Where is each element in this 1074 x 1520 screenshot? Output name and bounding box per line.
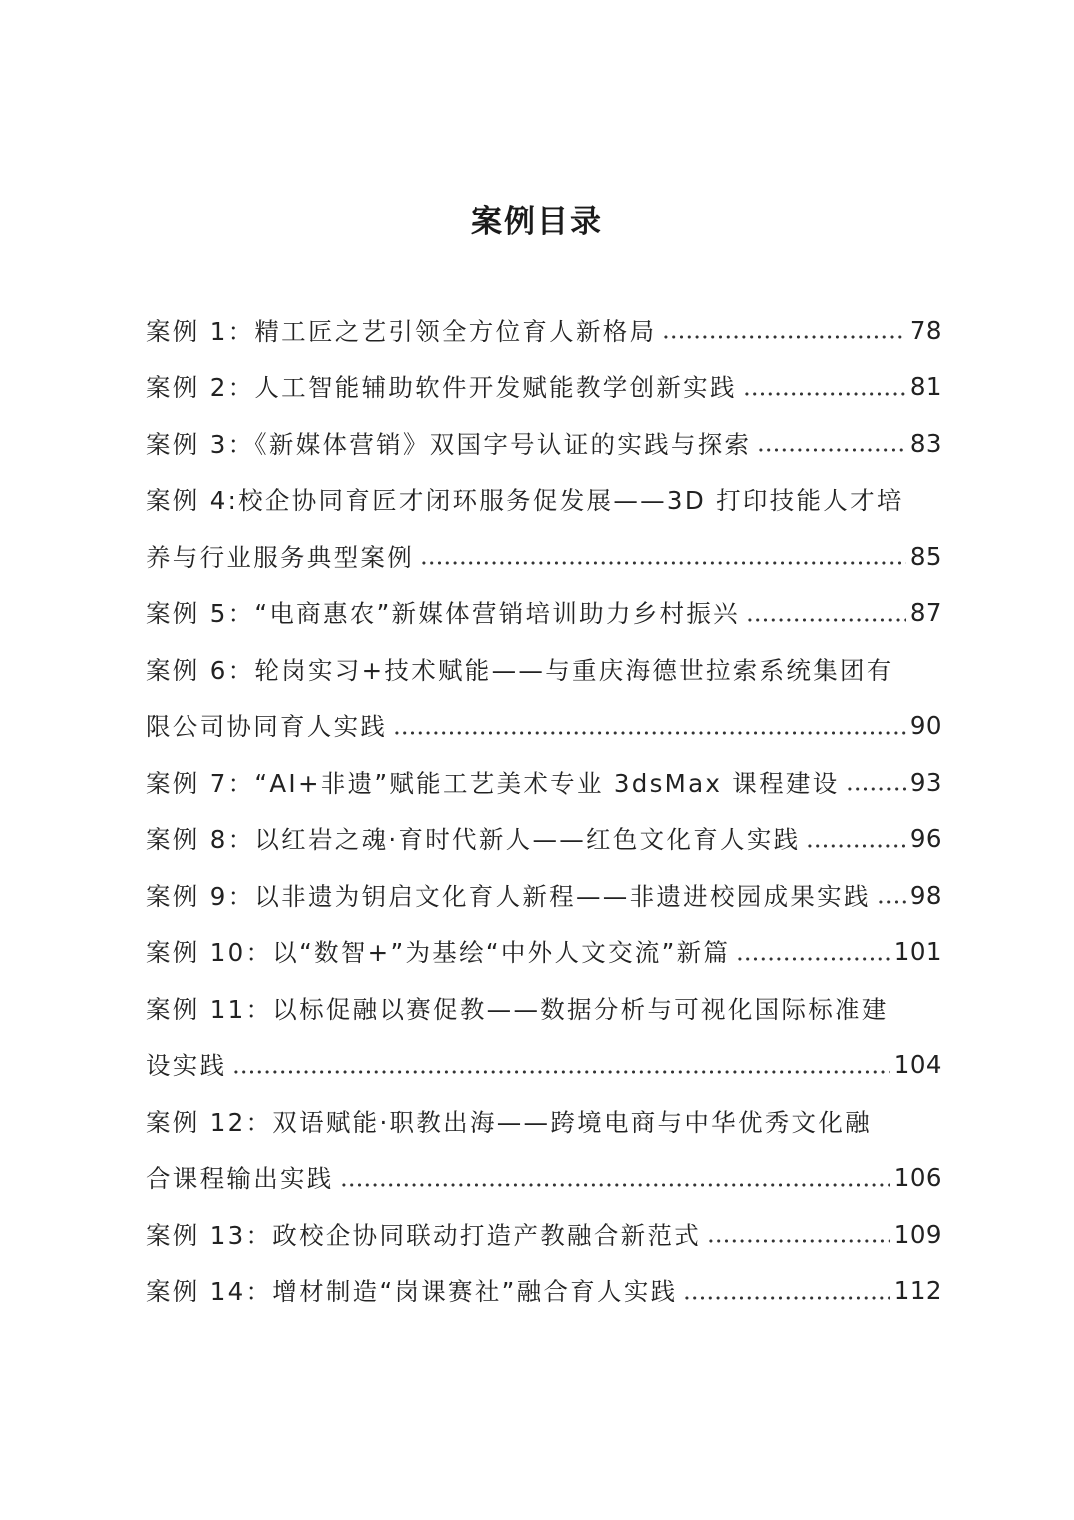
dot-leader: [746, 618, 906, 622]
toc-page-number: 85: [909, 541, 942, 571]
table-of-contents: [146, 302, 942, 1319]
toc-entry-text: 案例 12：双语赋能·职教出海——跨境电商与中华优秀文化融: [146, 1107, 872, 1137]
toc-entry-line[interactable]: [146, 980, 942, 1037]
dot-leader: [806, 844, 905, 848]
dot-leader: [683, 1296, 889, 1300]
toc-entry-text: 案例 11：以标促融以赛促教——数据分析与可视化国际标准建: [146, 994, 889, 1024]
dot-leader: [707, 1239, 890, 1243]
toc-entry-line[interactable]: [146, 1093, 942, 1150]
dot-leader: [736, 957, 889, 961]
toc-entry-text: 案例 6：轮岗实习+技术赋能——与重庆海德世拉索系统集团有: [146, 655, 894, 685]
toc-entry-text: 案例 2：人工智能辅助软件开发赋能教学创新实践: [146, 373, 737, 403]
toc-page-number: 93: [909, 767, 942, 797]
toc-entry-text: 案例 5：“电商惠农”新媒体营销培训助力乡村振兴: [146, 599, 740, 629]
toc-page-number: 106: [893, 1163, 942, 1193]
dot-leader: [662, 335, 905, 339]
toc-page-number: 98: [909, 880, 942, 910]
toc-entry-line[interactable]: [146, 302, 942, 359]
toc-entry-line[interactable]: [146, 924, 942, 981]
toc-entry-text: 案例 10：以“数智+”为基绘“中外人文交流”新篇: [146, 938, 731, 968]
dot-leader: [846, 787, 906, 791]
toc-entry-text: 养与行业服务典型案例: [146, 542, 414, 572]
toc-page-number: 96: [909, 824, 942, 854]
toc-entry-text: 案例 8：以红岩之魂·育时代新人——红色文化育人实践: [146, 825, 801, 855]
toc-page-number: 112: [893, 1276, 942, 1306]
toc-entry-text: 合课程输出实践: [146, 1164, 334, 1194]
toc-entry-text: 案例 9：以非遗为钥启文化育人新程——非遗进校园成果实践: [146, 881, 871, 911]
toc-entry-line[interactable]: [146, 1263, 942, 1320]
toc-entry-line[interactable]: [146, 528, 942, 585]
toc-entry-line[interactable]: [146, 415, 942, 472]
toc-entry-text: 案例 4:校企协同育匠才闭环服务促发展——3D 打印技能人才培: [146, 486, 904, 516]
toc-entry-line[interactable]: [146, 472, 942, 529]
toc-entry-text: 限公司协同育人实践: [146, 712, 388, 742]
toc-page-number: 81: [909, 372, 942, 402]
toc-page-number: 83: [909, 428, 942, 458]
dot-leader: [757, 448, 905, 452]
toc-entry-text: 案例 14：增材制造“岗课赛社”融合育人实践: [146, 1277, 678, 1307]
toc-entry-text: 设实践: [146, 1051, 227, 1081]
toc-page-number: 109: [893, 1219, 942, 1249]
dot-leader: [232, 1070, 889, 1074]
toc-page-number: 90: [909, 711, 942, 741]
toc-entry-line[interactable]: [146, 867, 942, 924]
dot-leader: [420, 561, 906, 565]
toc-entry-text: 案例 3：《新媒体营销》双国字号认证的实践与探索: [146, 429, 752, 459]
toc-entry-text: 案例 1：精工匠之艺引领全方位育人新格局: [146, 316, 657, 346]
toc-entry-line[interactable]: [146, 585, 942, 642]
toc-entry-line[interactable]: [146, 1150, 942, 1207]
page-title: 案例目录: [471, 204, 603, 240]
dot-leader: [340, 1183, 890, 1187]
toc-entry-line[interactable]: [146, 811, 942, 868]
toc-entry-line[interactable]: [146, 754, 942, 811]
toc-entry-line[interactable]: [146, 1206, 942, 1263]
toc-entry-line[interactable]: [146, 641, 942, 698]
dot-leader: [393, 731, 906, 735]
toc-page-number: 104: [893, 1050, 942, 1080]
toc-entry-text: 案例 7：“AI+非遗”赋能工艺美术专业 3dsMax 课程建设: [146, 768, 840, 798]
dot-leader: [743, 392, 906, 396]
toc-entry-line[interactable]: [146, 1037, 942, 1094]
toc-entry-line[interactable]: [146, 359, 942, 416]
toc-page-number: 78: [909, 315, 942, 345]
toc-page-number: 87: [909, 598, 942, 628]
toc-entry-text: 案例 13：政校企协同联动打造产教融合新范式: [146, 1220, 702, 1250]
toc-entry-line[interactable]: [146, 698, 942, 755]
dot-leader: [877, 900, 906, 904]
toc-page-number: 101: [893, 937, 942, 967]
